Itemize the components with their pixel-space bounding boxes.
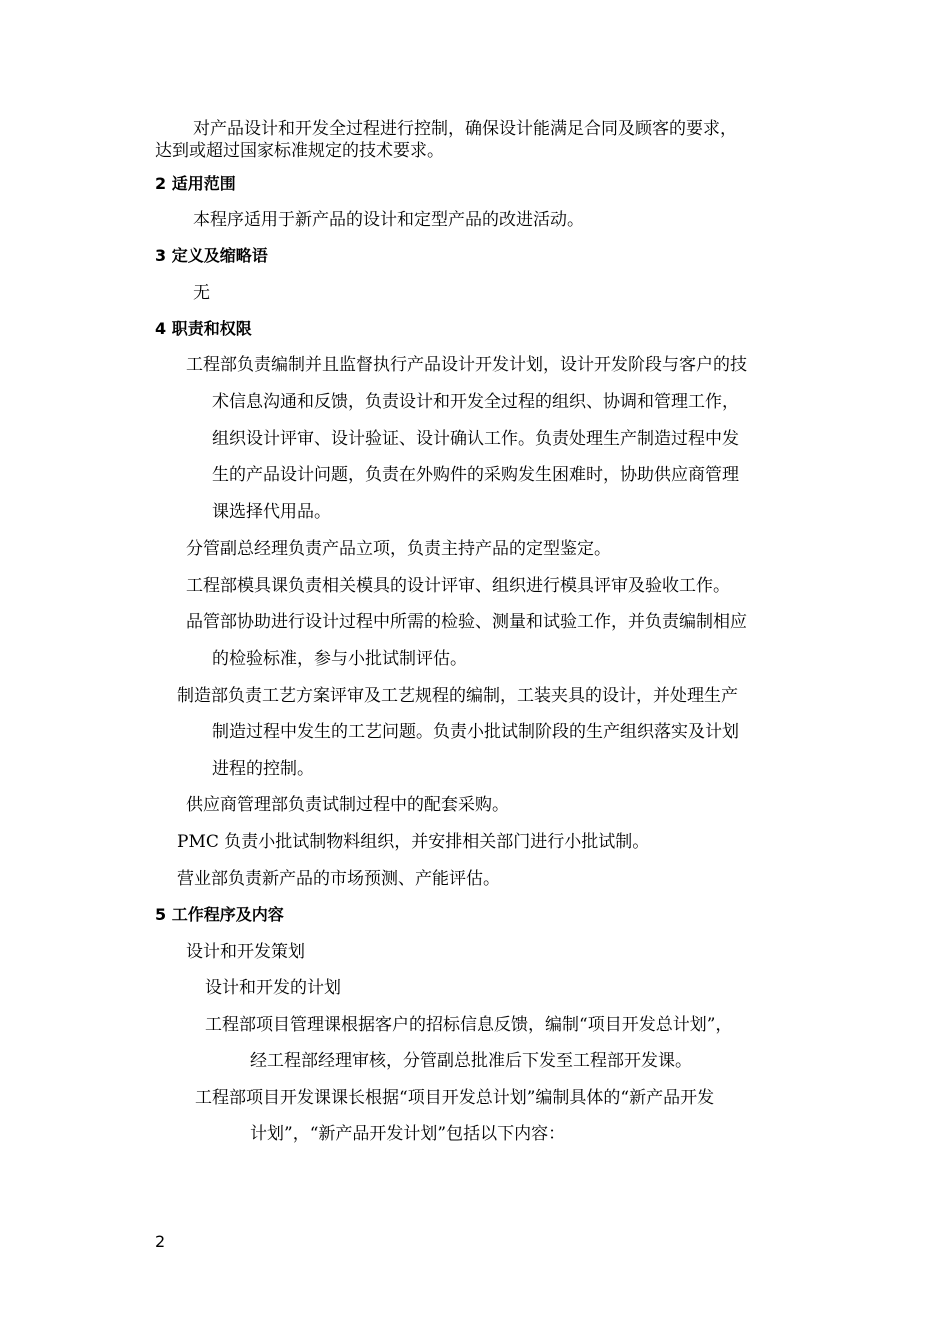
purpose-line-2: 达到或超过国家标准规定的技术要求。	[155, 141, 444, 161]
subsection-design-plan: 设计和开发的计划	[205, 978, 341, 998]
plan-paragraph-1-line-1: 工程部项目管理课根据客户的招标信息反馈，编制“项目开发总计划”，	[205, 1015, 733, 1035]
section-3-heading: 3 定义及缩略语	[155, 246, 268, 265]
engineering-duty-line-2: 术信息沟通和反馈，负责设计和开发全过程的组织、协调和管理工作，	[212, 392, 739, 412]
manufacturing-duty-line-1: 制造部负责工艺方案评审及工艺规程的编制，工装夹具的设计，并处理生产	[177, 686, 738, 706]
purpose-line-1: 对产品设计和开发全过程进行控制，确保设计能满足合同及顾客的要求，	[193, 119, 737, 139]
plan-paragraph-2-line-1: 工程部项目开发课课长根据“项目开发总计划”编制具体的“新产品开发	[195, 1088, 715, 1108]
manufacturing-duty-line-2: 制造过程中发生的工艺问题。负责小批试制阶段的生产组织落实及计划	[212, 722, 739, 742]
section-2-body: 本程序适用于新产品的设计和定型产品的改进活动。	[193, 210, 584, 230]
supply-duty: 供应商管理部负责试制过程中的配套采购。	[186, 795, 509, 815]
engineering-duty-line-4: 生的产品设计问题，负责在外购件的采购发生困难时，协助供应商管理	[212, 465, 739, 485]
engineering-duty-line-1: 工程部负责编制并且监督执行产品设计开发计划，设计开发阶段与客户的技	[186, 355, 747, 375]
plan-paragraph-1-line-2: 经工程部经理审核，分管副总批准后下发至工程部开发课。	[250, 1051, 692, 1071]
mold-duty: 工程部模具课负责相关模具的设计评审、组织进行模具评审及验收工作。	[186, 576, 730, 596]
section-2-heading: 2 适用范围	[155, 174, 236, 193]
qa-duty-line-2: 的检验标准，参与小批试制评估。	[212, 649, 467, 669]
subsection-design-planning: 设计和开发策划	[186, 942, 305, 962]
page-number: 2	[155, 1232, 166, 1251]
section-4-heading: 4 职责和权限	[155, 319, 252, 338]
qa-duty-line-1: 品管部协助进行设计过程中所需的检验、测量和试验工作，并负责编制相应	[186, 612, 747, 632]
section-3-body: 无	[193, 283, 210, 303]
engineering-duty-line-5: 课选择代用品。	[212, 502, 331, 522]
pmc-duty: PMC 负责小批试制物料组织，并安排相关部门进行小批试制。	[177, 832, 650, 852]
vp-duty: 分管副总经理负责产品立项，负责主持产品的定型鉴定。	[186, 539, 611, 559]
section-5-heading: 5 工作程序及内容	[155, 905, 284, 924]
engineering-duty-line-3: 组织设计评审、设计验证、设计确认工作。负责处理生产制造过程中发	[212, 429, 739, 449]
sales-duty: 营业部负责新产品的市场预测、产能评估。	[177, 869, 500, 889]
plan-paragraph-2-line-2: 计划”，“新产品开发计划”包括以下内容：	[250, 1124, 566, 1144]
manufacturing-duty-line-3: 进程的控制。	[212, 759, 314, 779]
